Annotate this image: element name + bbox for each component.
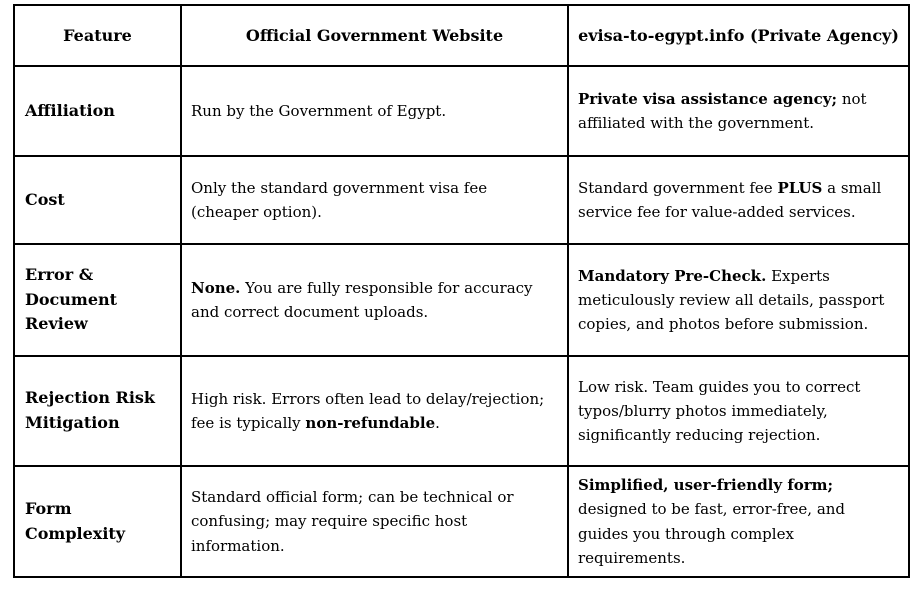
column-header-official-government-website: Official Government Website bbox=[181, 5, 568, 66]
table-row bbox=[14, 356, 909, 466]
official-government-cell bbox=[181, 466, 568, 577]
feature-label: Cost bbox=[14, 156, 181, 244]
bold-text-segment: None. bbox=[191, 278, 241, 297]
feature-label: Error & Document Review bbox=[14, 244, 181, 356]
bold-text-segment: PLUS bbox=[777, 178, 823, 197]
header-row bbox=[14, 5, 909, 66]
column-header-private-agency: evisa-to-egypt.info (Private Agency) bbox=[568, 5, 909, 66]
private-agency-cell bbox=[568, 356, 909, 466]
bold-text-segment: Mandatory Pre-Check. bbox=[578, 266, 767, 285]
feature-label: Affiliation bbox=[14, 66, 181, 156]
private-agency-cell bbox=[568, 156, 909, 244]
official-government-cell bbox=[181, 156, 568, 244]
table-row bbox=[14, 466, 909, 577]
text-segment: Experts meticulously review all details, passport copies, and photos before submission. bbox=[578, 266, 885, 334]
column-header-feature: Feature bbox=[14, 5, 181, 66]
text-segment: a small service fee for value-added services. bbox=[578, 178, 882, 221]
private-agency-cell bbox=[568, 66, 909, 156]
private-agency-cell bbox=[568, 466, 909, 577]
text-segment: You are fully responsible for accuracy and correct document uploads. bbox=[191, 278, 533, 321]
bold-text-segment: Private visa assistance agency; bbox=[578, 89, 838, 108]
official-government-cell bbox=[181, 356, 568, 466]
feature-label: Form Complexity bbox=[14, 466, 181, 577]
text-segment: . bbox=[435, 414, 440, 432]
text-segment: Low risk. Team guides you to correct typos/blurry photos immediately, significantly reducing rejection. bbox=[578, 377, 861, 445]
table-row bbox=[14, 156, 909, 244]
text-segment: designed to be fast, error-free, and guides you through complex requirements. bbox=[578, 500, 846, 567]
text-segment: Only the standard government visa fee (cheaper option). bbox=[191, 178, 488, 221]
table-row bbox=[14, 66, 909, 156]
text-segment: High risk. Errors often lead to delay/rejection; fee is typically bbox=[191, 389, 545, 432]
text-segment: Run by the Government of Egypt. bbox=[191, 101, 447, 120]
private-agency-cell bbox=[568, 244, 909, 356]
official-government-cell bbox=[181, 244, 568, 356]
text-segment: not affiliated with the government. bbox=[578, 89, 867, 132]
text-segment: Standard official form; can be technical or confusing; may require specific host information. bbox=[191, 488, 514, 555]
bold-text-segment: non-refundable bbox=[305, 414, 436, 432]
table-row bbox=[14, 244, 909, 356]
text-segment: Standard government fee bbox=[578, 178, 778, 197]
comparison-table bbox=[13, 4, 910, 578]
feature-label: Rejection Risk Mitigation bbox=[14, 356, 181, 466]
table-body bbox=[14, 66, 909, 577]
bold-text-segment: Simplified, user-friendly form; bbox=[578, 476, 834, 494]
official-government-cell bbox=[181, 66, 568, 156]
